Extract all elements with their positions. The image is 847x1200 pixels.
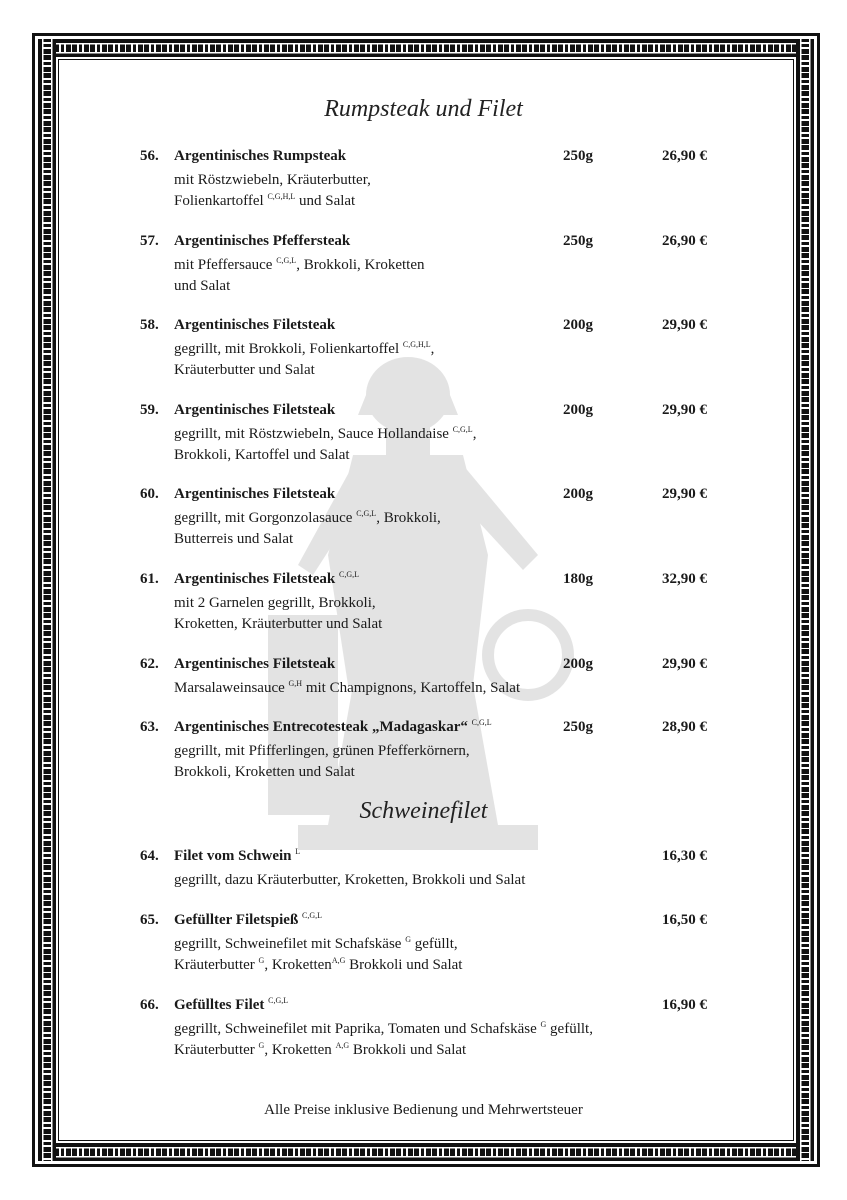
item-price: 16,30 € [662, 848, 707, 864]
item-description [174, 678, 520, 699]
item-price: 32,90 € [662, 571, 707, 587]
description-line: gegrillt, dazu Kräuterbutter, Kroketten, Brokkoli und Salat [174, 872, 526, 888]
item-name-text: Gefülltes Filet [174, 997, 265, 1013]
item-name-text: Argentinisches Filetsteak [174, 656, 336, 672]
section-title-rumpsteak: Rumpsteak und Filet [324, 96, 523, 122]
item-description [174, 741, 470, 783]
description-line: Brokkoli, Kartoffel und Salat [174, 447, 350, 463]
border-band-left [38, 39, 56, 1161]
allergen-codes: C,G,L [276, 256, 297, 265]
item-weight: 250g [563, 719, 593, 735]
description-line: mit 2 Garnelen gegrillt, Brokkoli, [174, 595, 376, 611]
item-weight: 200g [563, 486, 593, 502]
item-number: 64. [140, 848, 159, 864]
border-band-bottom [38, 1143, 814, 1161]
border-band-right [796, 39, 814, 1161]
item-price: 29,90 € [662, 486, 707, 502]
description-line: gegrillt, mit Pfifferlingen, grünen Pfefferkörnern, [174, 743, 470, 759]
description-line: Kräuterbutter $^G$, Kroketten $^{A,G}$ Brokkoli und Salat [174, 1041, 467, 1058]
item-name [174, 146, 346, 167]
item-name-text: Argentinisches Filetsteak [174, 317, 336, 333]
item-name [174, 569, 359, 590]
allergen-codes: G [258, 1041, 265, 1050]
item-number: 58. [140, 317, 159, 333]
allergen-codes: G [258, 956, 265, 965]
item-price: 16,90 € [662, 997, 707, 1013]
item-name-text: Argentinisches Filetsteak [174, 486, 336, 502]
item-name-text: Argentinisches Entrecotesteak „Madagaskar“ [174, 719, 468, 735]
footer-note: Alle Preise inklusive Bedienung und Mehrwertsteuer [264, 1102, 583, 1118]
description-line: gegrillt, Schweinefilet mit Schafskäse $^G$ gefüllt, [174, 935, 458, 952]
item-name-text: Argentinisches Pfeffersteak [174, 233, 351, 249]
item-weight: 250g [563, 148, 593, 164]
item-number: 66. [140, 997, 159, 1013]
item-name [174, 231, 350, 252]
allergen-codes: C,G,H,L [402, 340, 431, 349]
item-name-text: Gefüllter Filetspieß [174, 912, 299, 928]
item-number: 57. [140, 233, 159, 249]
description-line: Kroketten, Kräuterbutter und Salat [174, 616, 383, 632]
item-name [174, 654, 335, 675]
item-price: 16,50 € [662, 912, 707, 928]
allergen-codes: C,G,H,L [267, 192, 296, 201]
item-price: 29,90 € [662, 317, 707, 333]
allergen-codes: C,G,L [302, 911, 323, 920]
allergen-codes: A,G [335, 1041, 350, 1050]
item-price: 28,90 € [662, 719, 707, 735]
allergen-codes: C,G,L [356, 509, 377, 518]
description-line: gegrillt, mit Brokkoli, Folienkartoffel $^{C,G,H,L}$, [174, 340, 435, 357]
description-line: mit Pfeffersauce $^{C,G,L}$, Brokkoli, Kroketten [174, 256, 425, 273]
item-description [174, 508, 441, 550]
allergen-codes: G [405, 935, 411, 944]
item-number: 63. [140, 719, 159, 735]
item-price: 26,90 € [662, 233, 707, 249]
item-name [174, 846, 300, 867]
item-description [174, 1019, 593, 1061]
item-name [174, 400, 335, 421]
item-name [174, 484, 335, 505]
item-name-text: Argentinisches Rumpsteak [174, 148, 347, 164]
item-price: 26,90 € [662, 148, 707, 164]
item-description [174, 339, 434, 381]
item-number: 61. [140, 571, 159, 587]
item-description [174, 170, 371, 212]
description-line: Butterreis und Salat [174, 531, 294, 547]
item-weight: 180g [563, 571, 593, 587]
allergen-codes: A,G [331, 956, 346, 965]
allergen-codes: L [295, 847, 301, 856]
item-description [174, 255, 425, 297]
allergen-codes: C,G,L [452, 425, 473, 434]
item-name [174, 717, 492, 738]
item-description [174, 934, 462, 976]
item-description [174, 424, 476, 466]
description-line: gegrillt, mit Röstzwiebeln, Sauce Hollandaise $^{C,G,L}$, [174, 425, 477, 442]
description-line: Folienkartoffel $^{C,G,H,L}$ und Salat [174, 192, 356, 209]
item-number: 62. [140, 656, 159, 672]
item-weight: 200g [563, 656, 593, 672]
item-weight: 200g [563, 317, 593, 333]
item-number: 56. [140, 148, 159, 164]
allergen-codes: C,G,L [471, 718, 492, 727]
item-price: 29,90 € [662, 402, 707, 418]
item-name-text: Argentinisches Filetsteak [174, 571, 336, 587]
allergen-codes: C,G,L [338, 570, 359, 579]
allergen-codes: G [540, 1020, 547, 1029]
item-number: 60. [140, 486, 159, 502]
description-line: Marsalaweinsauce $^{G,H}$ mit Champignons, Kartoffeln, Salat [174, 679, 521, 696]
item-description [174, 593, 382, 635]
description-line: mit Röstzwiebeln, Kräuterbutter, [174, 172, 371, 188]
border-band-top [38, 39, 814, 57]
description-line: gegrillt, mit Gorgonzolasauce $^{C,G,L}$, Brokkoli, [174, 509, 441, 526]
item-name [174, 315, 335, 336]
section-title-schweinefilet: Schweinefilet [359, 798, 488, 824]
item-weight: 200g [563, 402, 593, 418]
item-name [174, 910, 322, 931]
item-name [174, 995, 288, 1016]
allergen-codes: C,G,L [268, 996, 289, 1005]
description-line: Kräuterbutter und Salat [174, 362, 315, 378]
item-name-text: Filet vom Schwein [174, 848, 292, 864]
item-number: 59. [140, 402, 159, 418]
description-line: und Salat [174, 278, 231, 294]
item-number: 65. [140, 912, 159, 928]
description-line: gegrillt, Schweinefilet mit Paprika, Tomaten und Schafskäse $^G$ gefüllt, [174, 1020, 593, 1037]
description-line: Kräuterbutter $^G$, Kroketten$^{A,G}$ Brokkoli und Salat [174, 956, 463, 973]
item-description [174, 870, 525, 891]
description-line: Brokkoli, Kroketten und Salat [174, 764, 355, 780]
allergen-codes: G,H [288, 679, 303, 688]
item-price: 29,90 € [662, 656, 707, 672]
item-name-text: Argentinisches Filetsteak [174, 402, 336, 418]
item-weight: 250g [563, 233, 593, 249]
